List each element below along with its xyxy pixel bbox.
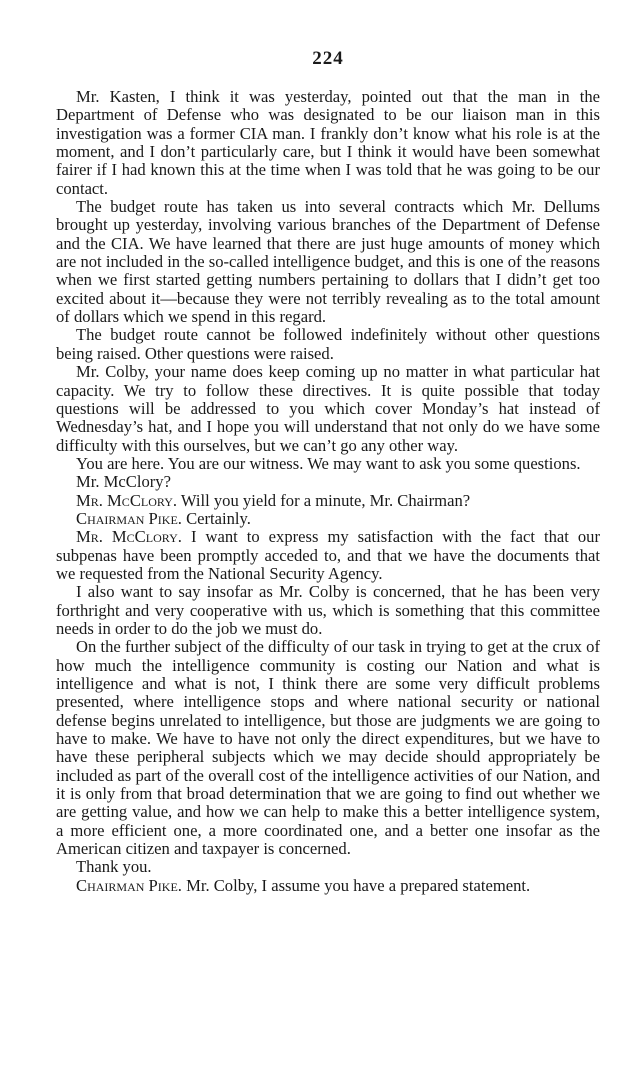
paragraph-text: You are here. You are our witness. We may want to ask you some questions. — [76, 453, 581, 473]
document-body — [56, 88, 600, 895]
paragraph — [56, 858, 600, 876]
paragraph — [56, 363, 600, 455]
paragraph-text: Mr. McClory? — [76, 472, 171, 492]
paragraph-text: I want to express my satisfaction with the fact that our subpenas have been promptly acceded to, and that we have the documents that we requested from the National Security Agency. — [56, 527, 600, 583]
paragraph-text: Certainly. — [186, 508, 251, 528]
paragraph-text: Mr. Colby, your name does keep coming up no matter in what particular hat capacity. We try to follow these directives. It is quite possible that today questions will be addressed to you which cover Monday’s hat instead of Wednesday’s hat, and I hope you will understand that not only do we have some difficulty with this ourselves, but we can’t go any other way. — [56, 362, 600, 455]
paragraph-text: The budget route has taken us into several contracts which Mr. Dellums brought up yesterday, involving various branches of the Department of Defense and the CIA. We have learned that there are just huge amounts of money which are not included in the so-called intelligence budget, and this is one of the reasons when we first started getting numbers pertaining to dollars that I didn’t get too excited about it—because they were not terribly revealing as to the total amount of dollars which we spend in this regard. — [56, 197, 600, 327]
paragraph — [56, 510, 600, 528]
speaker-name: Chairman Pike. — [76, 875, 182, 895]
paragraph-text: Mr. Colby, I assume you have a prepared statement. — [186, 875, 531, 895]
paragraph-text: Will you yield for a minute, Mr. Chairman? — [180, 490, 471, 510]
paragraph-text: Thank you. — [76, 857, 152, 877]
paragraph — [56, 583, 600, 638]
paragraph — [56, 473, 600, 491]
paragraph — [56, 492, 600, 510]
paragraph-text: Mr. Kasten, I think it was yesterday, pointed out that the man in the Department of Defense who was designated to be our liaison man in this investigation was a former CIA man. I frankly don’t know what his role is at the moment, and I don’t particularly care, but I think it would have been somewhat fairer if I had known this at the time when I was told that he was going to be our contact. — [56, 87, 600, 198]
speaker-name: Mr. McClory. — [76, 490, 178, 510]
page-number: 224 — [312, 48, 344, 69]
paragraph — [56, 528, 600, 583]
paragraph — [56, 198, 600, 326]
document-page — [56, 48, 600, 895]
paragraph — [56, 877, 600, 895]
paragraph-text: On the further subject of the difficulty of our task in trying to get at the crux of how much the intelligence community is costing our Nation and what is intelligence and what is not, I think there are some very difficult problems presented, where intelligence stops and where national security or national defense begins unrelated to intelligence, but those are judgments we are going to have to make. We have to have not only the direct expenditures, but we have to have these peripheral subjects which we may decide should appropriately be included as part of the overall cost of the intelligence activities of our Nation, and it is only from that broad determination that we are going to find out whether we are getting value, and how we can help to make this a better intelligence system, a more efficient one, a more coordinated one, and a better one insofar as the American citizen and taxpayer is concerned. — [56, 637, 600, 859]
paragraph-text: The budget route cannot be followed indefinitely without other questions being raised. Other questions were raised. — [56, 325, 600, 363]
paragraph — [56, 638, 600, 858]
speaker-name: Mr. McClory. — [76, 527, 182, 547]
paragraph — [56, 326, 600, 363]
speaker-name: Chairman Pike. — [76, 508, 182, 528]
paragraph — [56, 455, 600, 473]
paragraph-text: I also want to say insofar as Mr. Colby is concerned, that he has been very forthright and very cooperative with us, which is something that this committee needs in order to do the job we must do. — [56, 582, 600, 638]
paragraph — [56, 88, 600, 198]
